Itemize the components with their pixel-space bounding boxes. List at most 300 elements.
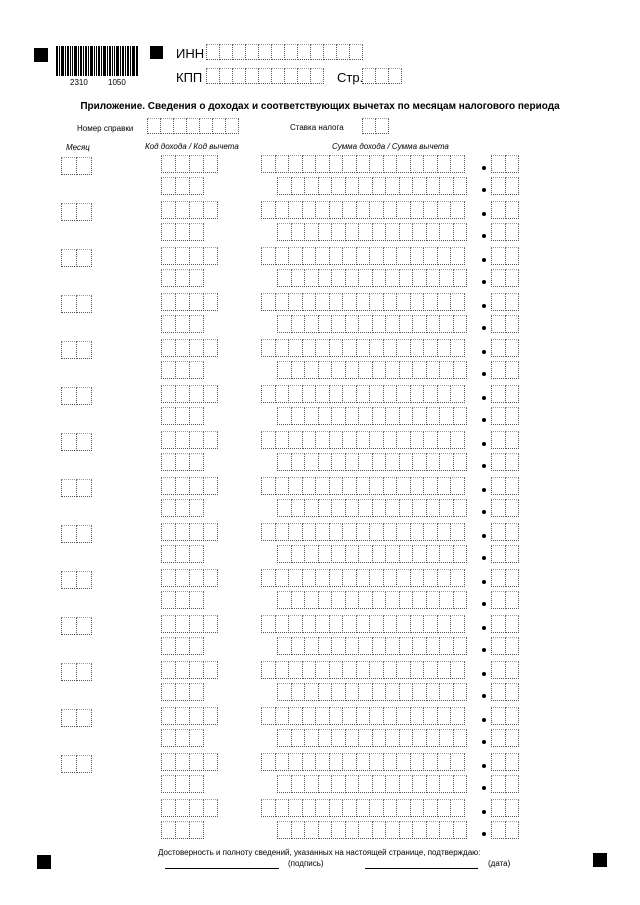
input-cell[interactable] — [356, 339, 371, 357]
input-cell[interactable] — [437, 385, 452, 403]
input-cell[interactable] — [358, 591, 373, 609]
input-cell[interactable] — [491, 615, 506, 633]
input-cell[interactable] — [315, 799, 330, 817]
input-cell[interactable] — [453, 683, 468, 701]
input-cell[interactable] — [412, 821, 427, 839]
input-cell[interactable] — [261, 431, 276, 449]
input-cell[interactable] — [439, 591, 454, 609]
input-cell[interactable] — [505, 707, 520, 725]
input-cell[interactable] — [505, 339, 520, 357]
input-cell[interactable] — [271, 44, 285, 60]
input-cell[interactable] — [275, 707, 290, 725]
income-code-field[interactable] — [161, 753, 217, 771]
income-code-field[interactable] — [161, 155, 217, 173]
deduction-code-field[interactable] — [161, 775, 203, 793]
input-cell[interactable] — [175, 523, 190, 541]
deduction-code-field[interactable] — [161, 821, 203, 839]
input-cell[interactable] — [439, 775, 454, 793]
input-cell[interactable] — [203, 523, 218, 541]
input-cell[interactable] — [383, 615, 398, 633]
input-cell[interactable] — [439, 453, 454, 471]
input-cell[interactable] — [175, 775, 190, 793]
input-cell[interactable] — [358, 269, 373, 287]
input-cell[interactable] — [302, 293, 317, 311]
input-cell[interactable] — [61, 663, 77, 681]
input-cell[interactable] — [203, 799, 218, 817]
input-cell[interactable] — [491, 661, 506, 679]
input-cell[interactable] — [369, 293, 384, 311]
input-cell[interactable] — [161, 821, 176, 839]
input-cell[interactable] — [410, 431, 425, 449]
input-cell[interactable] — [315, 661, 330, 679]
income-code-field[interactable] — [161, 247, 217, 265]
input-cell[interactable] — [277, 729, 292, 747]
input-cell[interactable] — [206, 44, 220, 60]
input-cell[interactable] — [491, 523, 506, 541]
input-cell[interactable] — [261, 661, 276, 679]
input-cell[interactable] — [189, 293, 204, 311]
input-cell[interactable] — [388, 68, 402, 84]
income-amount-kopecks-field[interactable] — [491, 247, 518, 265]
input-cell[interactable] — [315, 615, 330, 633]
input-cell[interactable] — [175, 269, 190, 287]
input-cell[interactable] — [491, 223, 506, 241]
input-cell[interactable] — [203, 293, 218, 311]
input-cell[interactable] — [342, 293, 357, 311]
input-cell[interactable] — [358, 499, 373, 517]
income-amount-field[interactable] — [261, 615, 464, 633]
input-cell[interactable] — [175, 431, 190, 449]
input-cell[interactable] — [423, 339, 438, 357]
input-cell[interactable] — [396, 661, 411, 679]
month-field[interactable] — [61, 157, 91, 175]
input-cell[interactable] — [423, 569, 438, 587]
deduction-amount-field[interactable] — [277, 683, 466, 701]
input-cell[interactable] — [369, 569, 384, 587]
input-cell[interactable] — [261, 339, 276, 357]
input-cell[interactable] — [383, 569, 398, 587]
input-cell[interactable] — [189, 339, 204, 357]
deduction-code-field[interactable] — [161, 315, 203, 333]
inn-field[interactable] — [206, 44, 362, 60]
input-cell[interactable] — [304, 545, 319, 563]
input-cell[interactable] — [342, 661, 357, 679]
input-cell[interactable] — [358, 223, 373, 241]
input-cell[interactable] — [161, 523, 176, 541]
input-cell[interactable] — [258, 68, 272, 84]
certificate-number-field[interactable] — [147, 118, 238, 134]
input-cell[interactable] — [329, 799, 344, 817]
input-cell[interactable] — [345, 177, 360, 195]
input-cell[interactable] — [396, 155, 411, 173]
deduction-amount-kopecks-field[interactable] — [491, 591, 518, 609]
input-cell[interactable] — [304, 453, 319, 471]
input-cell[interactable] — [450, 569, 465, 587]
input-cell[interactable] — [345, 453, 360, 471]
input-cell[interactable] — [410, 753, 425, 771]
input-cell[interactable] — [491, 591, 506, 609]
income-amount-kopecks-field[interactable] — [491, 477, 518, 495]
input-cell[interactable] — [175, 753, 190, 771]
deduction-amount-kopecks-field[interactable] — [491, 269, 518, 287]
input-cell[interactable] — [491, 201, 506, 219]
input-cell[interactable] — [161, 637, 176, 655]
input-cell[interactable] — [399, 591, 414, 609]
input-cell[interactable] — [356, 615, 371, 633]
input-cell[interactable] — [291, 729, 306, 747]
input-cell[interactable] — [302, 753, 317, 771]
input-cell[interactable] — [426, 683, 441, 701]
input-cell[interactable] — [491, 361, 506, 379]
income-amount-field[interactable] — [261, 753, 464, 771]
input-cell[interactable] — [288, 661, 303, 679]
input-cell[interactable] — [318, 177, 333, 195]
input-cell[interactable] — [345, 729, 360, 747]
input-cell[interactable] — [423, 247, 438, 265]
input-cell[interactable] — [383, 753, 398, 771]
input-cell[interactable] — [342, 155, 357, 173]
input-cell[interactable] — [161, 591, 176, 609]
input-cell[interactable] — [491, 499, 506, 517]
input-cell[interactable] — [203, 615, 218, 633]
input-cell[interactable] — [304, 775, 319, 793]
input-cell[interactable] — [277, 591, 292, 609]
input-cell[interactable] — [372, 683, 387, 701]
income-code-field[interactable] — [161, 477, 217, 495]
input-cell[interactable] — [189, 637, 204, 655]
input-cell[interactable] — [147, 118, 161, 134]
input-cell[interactable] — [277, 269, 292, 287]
input-cell[interactable] — [277, 453, 292, 471]
input-cell[interactable] — [410, 661, 425, 679]
input-cell[interactable] — [318, 683, 333, 701]
month-field[interactable] — [61, 249, 91, 267]
input-cell[interactable] — [372, 545, 387, 563]
input-cell[interactable] — [491, 753, 506, 771]
month-field[interactable] — [61, 433, 91, 451]
input-cell[interactable] — [453, 591, 468, 609]
input-cell[interactable] — [450, 431, 465, 449]
input-cell[interactable] — [161, 269, 176, 287]
input-cell[interactable] — [358, 545, 373, 563]
input-cell[interactable] — [450, 753, 465, 771]
input-cell[interactable] — [76, 387, 92, 405]
input-cell[interactable] — [426, 591, 441, 609]
month-field[interactable] — [61, 387, 91, 405]
input-cell[interactable] — [318, 729, 333, 747]
input-cell[interactable] — [161, 247, 176, 265]
input-cell[interactable] — [203, 247, 218, 265]
deduction-amount-kopecks-field[interactable] — [491, 453, 518, 471]
input-cell[interactable] — [189, 729, 204, 747]
input-cell[interactable] — [212, 118, 226, 134]
input-cell[interactable] — [396, 385, 411, 403]
input-cell[interactable] — [412, 361, 427, 379]
input-cell[interactable] — [318, 407, 333, 425]
input-cell[interactable] — [450, 201, 465, 219]
input-cell[interactable] — [342, 753, 357, 771]
input-cell[interactable] — [505, 821, 520, 839]
income-amount-kopecks-field[interactable] — [491, 431, 518, 449]
input-cell[interactable] — [261, 155, 276, 173]
input-cell[interactable] — [304, 407, 319, 425]
input-cell[interactable] — [329, 661, 344, 679]
input-cell[interactable] — [385, 821, 400, 839]
input-cell[interactable] — [423, 753, 438, 771]
input-cell[interactable] — [345, 361, 360, 379]
input-cell[interactable] — [399, 729, 414, 747]
deduction-amount-field[interactable] — [277, 499, 466, 517]
input-cell[interactable] — [318, 637, 333, 655]
income-code-field[interactable] — [161, 385, 217, 403]
input-cell[interactable] — [342, 615, 357, 633]
input-cell[interactable] — [491, 177, 506, 195]
income-amount-field[interactable] — [261, 385, 464, 403]
input-cell[interactable] — [342, 247, 357, 265]
input-cell[interactable] — [410, 569, 425, 587]
month-field[interactable] — [61, 479, 91, 497]
input-cell[interactable] — [399, 177, 414, 195]
month-field[interactable] — [61, 709, 91, 727]
input-cell[interactable] — [189, 707, 204, 725]
input-cell[interactable] — [383, 523, 398, 541]
month-field[interactable] — [61, 525, 91, 543]
input-cell[interactable] — [175, 545, 190, 563]
input-cell[interactable] — [275, 523, 290, 541]
month-field[interactable] — [61, 203, 91, 221]
input-cell[interactable] — [161, 431, 176, 449]
input-cell[interactable] — [345, 545, 360, 563]
input-cell[interactable] — [399, 683, 414, 701]
input-cell[interactable] — [318, 453, 333, 471]
input-cell[interactable] — [175, 799, 190, 817]
input-cell[interactable] — [345, 775, 360, 793]
input-cell[interactable] — [505, 637, 520, 655]
input-cell[interactable] — [396, 753, 411, 771]
input-cell[interactable] — [369, 247, 384, 265]
input-cell[interactable] — [369, 707, 384, 725]
input-cell[interactable] — [284, 68, 298, 84]
input-cell[interactable] — [356, 753, 371, 771]
page-number-field[interactable] — [362, 68, 401, 84]
input-cell[interactable] — [175, 247, 190, 265]
input-cell[interactable] — [450, 799, 465, 817]
input-cell[interactable] — [358, 315, 373, 333]
input-cell[interactable] — [362, 118, 376, 134]
input-cell[interactable] — [161, 339, 176, 357]
deduction-amount-field[interactable] — [277, 453, 466, 471]
input-cell[interactable] — [331, 637, 346, 655]
input-cell[interactable] — [356, 799, 371, 817]
input-cell[interactable] — [385, 729, 400, 747]
input-cell[interactable] — [385, 269, 400, 287]
income-amount-kopecks-field[interactable] — [491, 707, 518, 725]
input-cell[interactable] — [175, 615, 190, 633]
input-cell[interactable] — [302, 799, 317, 817]
input-cell[interactable] — [385, 499, 400, 517]
input-cell[interactable] — [61, 157, 77, 175]
input-cell[interactable] — [275, 247, 290, 265]
input-cell[interactable] — [175, 293, 190, 311]
input-cell[interactable] — [399, 269, 414, 287]
input-cell[interactable] — [399, 407, 414, 425]
input-cell[interactable] — [356, 523, 371, 541]
input-cell[interactable] — [175, 477, 190, 495]
input-cell[interactable] — [291, 591, 306, 609]
input-cell[interactable] — [345, 315, 360, 333]
deduction-code-field[interactable] — [161, 223, 203, 241]
input-cell[interactable] — [505, 407, 520, 425]
input-cell[interactable] — [175, 315, 190, 333]
input-cell[interactable] — [375, 68, 389, 84]
input-cell[interactable] — [437, 569, 452, 587]
input-cell[interactable] — [203, 201, 218, 219]
input-cell[interactable] — [396, 615, 411, 633]
input-cell[interactable] — [369, 661, 384, 679]
input-cell[interactable] — [331, 361, 346, 379]
input-cell[interactable] — [175, 821, 190, 839]
input-cell[interactable] — [315, 523, 330, 541]
input-cell[interactable] — [505, 569, 520, 587]
input-cell[interactable] — [505, 431, 520, 449]
input-cell[interactable] — [369, 201, 384, 219]
input-cell[interactable] — [505, 753, 520, 771]
input-cell[interactable] — [76, 617, 92, 635]
input-cell[interactable] — [505, 293, 520, 311]
input-cell[interactable] — [302, 247, 317, 265]
input-cell[interactable] — [426, 545, 441, 563]
input-cell[interactable] — [175, 177, 190, 195]
input-cell[interactable] — [439, 637, 454, 655]
input-cell[interactable] — [76, 341, 92, 359]
input-cell[interactable] — [453, 637, 468, 655]
input-cell[interactable] — [291, 361, 306, 379]
input-cell[interactable] — [76, 571, 92, 589]
input-cell[interactable] — [161, 615, 176, 633]
input-cell[interactable] — [302, 661, 317, 679]
input-cell[interactable] — [175, 683, 190, 701]
input-cell[interactable] — [412, 683, 427, 701]
input-cell[interactable] — [426, 361, 441, 379]
deduction-amount-kopecks-field[interactable] — [491, 637, 518, 655]
input-cell[interactable] — [342, 569, 357, 587]
input-cell[interactable] — [437, 753, 452, 771]
input-cell[interactable] — [277, 177, 292, 195]
input-cell[interactable] — [323, 44, 337, 60]
input-cell[interactable] — [161, 729, 176, 747]
input-cell[interactable] — [437, 293, 452, 311]
input-cell[interactable] — [203, 155, 218, 173]
input-cell[interactable] — [453, 407, 468, 425]
input-cell[interactable] — [399, 315, 414, 333]
input-cell[interactable] — [203, 339, 218, 357]
input-cell[interactable] — [410, 523, 425, 541]
input-cell[interactable] — [437, 707, 452, 725]
input-cell[interactable] — [288, 707, 303, 725]
input-cell[interactable] — [161, 499, 176, 517]
input-cell[interactable] — [189, 545, 204, 563]
input-cell[interactable] — [76, 709, 92, 727]
input-cell[interactable] — [315, 339, 330, 357]
deduction-amount-field[interactable] — [277, 729, 466, 747]
input-cell[interactable] — [356, 431, 371, 449]
input-cell[interactable] — [160, 118, 174, 134]
tax-rate-field[interactable] — [362, 118, 388, 134]
input-cell[interactable] — [331, 177, 346, 195]
input-cell[interactable] — [491, 477, 506, 495]
month-field[interactable] — [61, 617, 91, 635]
input-cell[interactable] — [297, 44, 311, 60]
input-cell[interactable] — [161, 407, 176, 425]
input-cell[interactable] — [315, 569, 330, 587]
input-cell[interactable] — [189, 385, 204, 403]
input-cell[interactable] — [372, 775, 387, 793]
income-amount-field[interactable] — [261, 799, 464, 817]
input-cell[interactable] — [318, 545, 333, 563]
input-cell[interactable] — [412, 545, 427, 563]
input-cell[interactable] — [61, 709, 77, 727]
input-cell[interactable] — [450, 247, 465, 265]
input-cell[interactable] — [342, 385, 357, 403]
input-cell[interactable] — [439, 315, 454, 333]
input-cell[interactable] — [161, 753, 176, 771]
income-amount-field[interactable] — [261, 339, 464, 357]
input-cell[interactable] — [315, 753, 330, 771]
input-cell[interactable] — [356, 385, 371, 403]
input-cell[interactable] — [385, 361, 400, 379]
input-cell[interactable] — [329, 339, 344, 357]
input-cell[interactable] — [372, 177, 387, 195]
input-cell[interactable] — [302, 707, 317, 725]
input-cell[interactable] — [450, 155, 465, 173]
input-cell[interactable] — [369, 753, 384, 771]
input-cell[interactable] — [302, 569, 317, 587]
input-cell[interactable] — [358, 729, 373, 747]
deduction-code-field[interactable] — [161, 591, 203, 609]
input-cell[interactable] — [161, 385, 176, 403]
input-cell[interactable] — [491, 637, 506, 655]
input-cell[interactable] — [175, 569, 190, 587]
input-cell[interactable] — [396, 477, 411, 495]
input-cell[interactable] — [175, 201, 190, 219]
input-cell[interactable] — [261, 753, 276, 771]
input-cell[interactable] — [349, 44, 363, 60]
input-cell[interactable] — [437, 477, 452, 495]
input-cell[interactable] — [302, 523, 317, 541]
input-cell[interactable] — [383, 293, 398, 311]
input-cell[interactable] — [297, 68, 311, 84]
input-cell[interactable] — [189, 753, 204, 771]
input-cell[interactable] — [329, 477, 344, 495]
input-cell[interactable] — [399, 821, 414, 839]
input-cell[interactable] — [439, 499, 454, 517]
input-cell[interactable] — [175, 729, 190, 747]
input-cell[interactable] — [304, 315, 319, 333]
input-cell[interactable] — [258, 44, 272, 60]
input-cell[interactable] — [329, 707, 344, 725]
deduction-amount-kopecks-field[interactable] — [491, 223, 518, 241]
deduction-amount-kopecks-field[interactable] — [491, 177, 518, 195]
input-cell[interactable] — [450, 339, 465, 357]
input-cell[interactable] — [383, 799, 398, 817]
input-cell[interactable] — [412, 499, 427, 517]
input-cell[interactable] — [383, 155, 398, 173]
input-cell[interactable] — [318, 591, 333, 609]
input-cell[interactable] — [412, 591, 427, 609]
input-cell[interactable] — [437, 661, 452, 679]
input-cell[interactable] — [261, 293, 276, 311]
input-cell[interactable] — [342, 707, 357, 725]
